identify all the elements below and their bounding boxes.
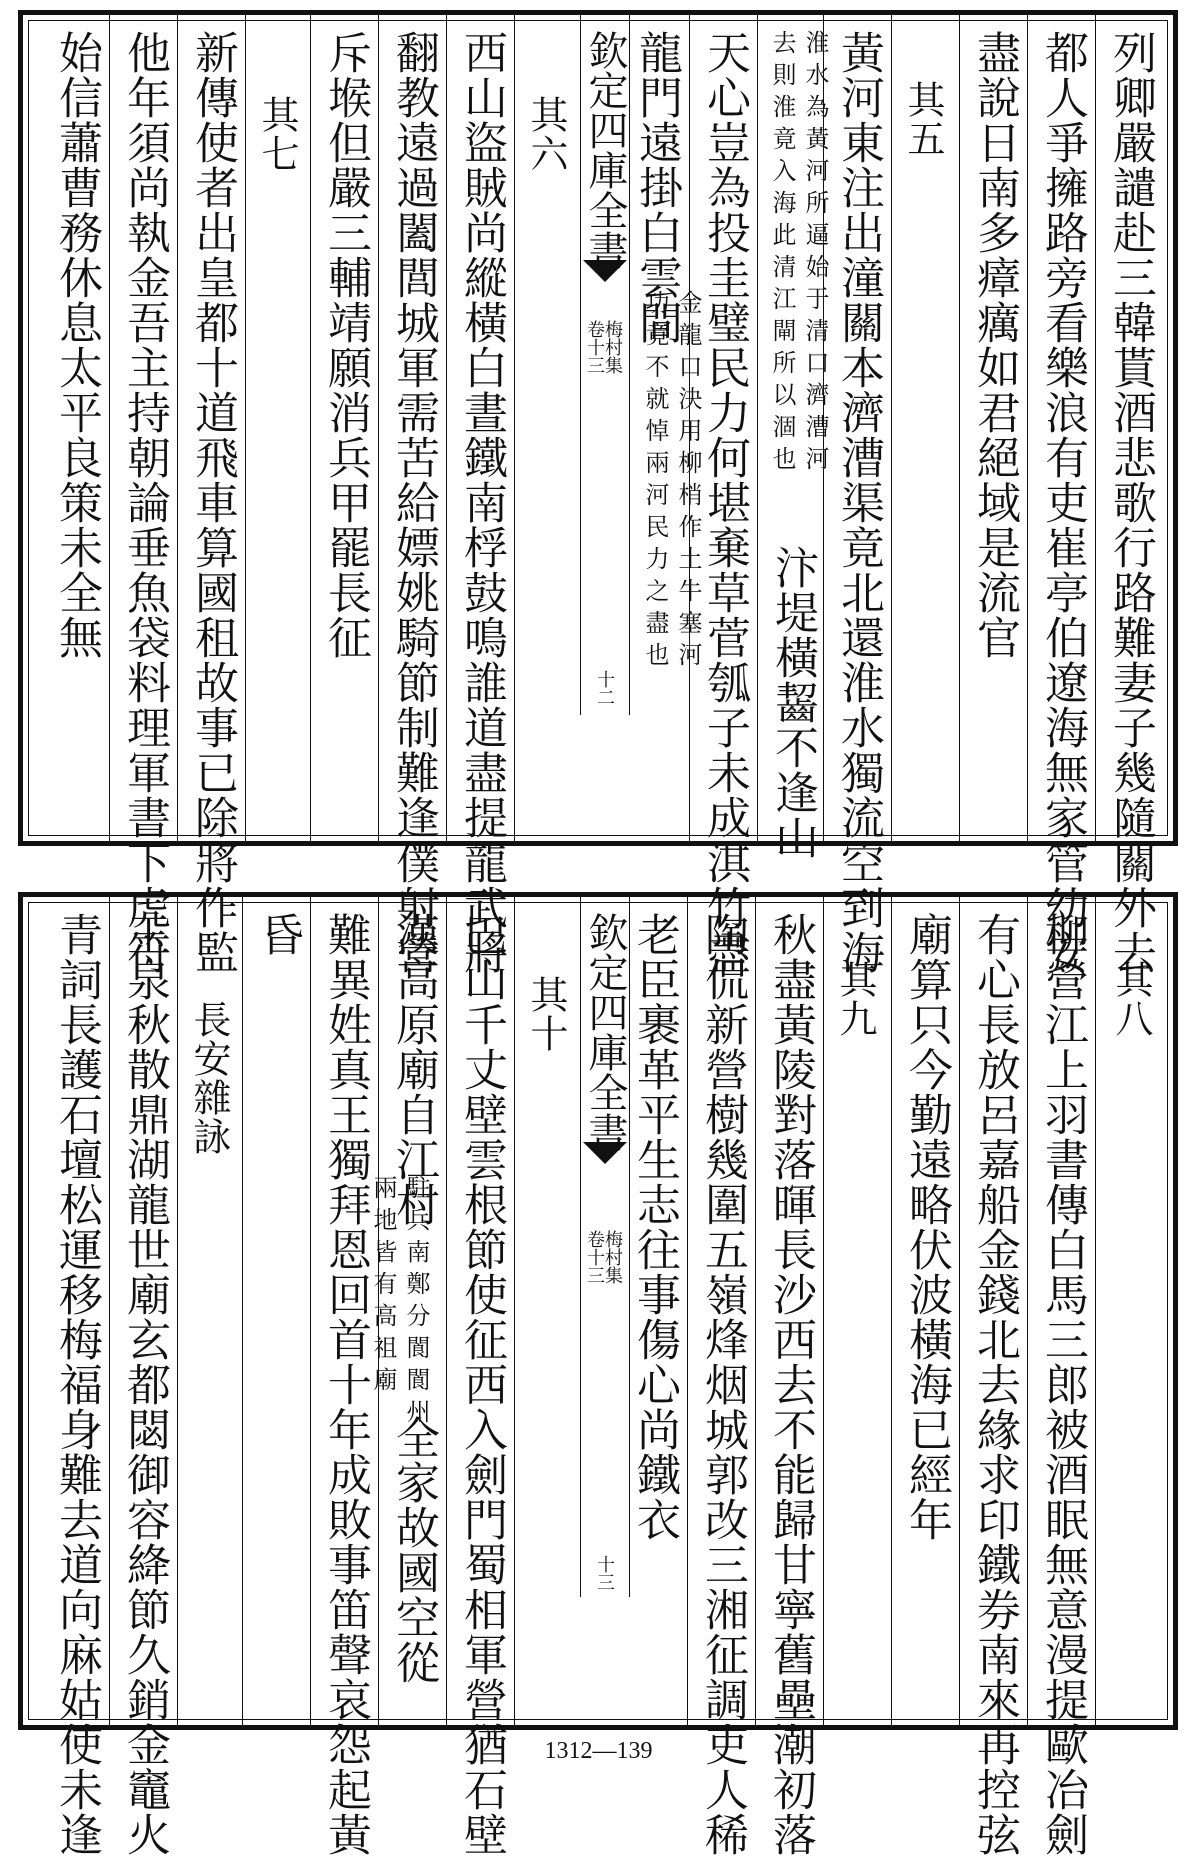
top-note-1b: 去則淮竟入海此清江閘所以涸也 bbox=[768, 30, 796, 478]
bottom-col-15: 玉泉秋散鼎湖龍世廟玄都閟御容絳節久銷金竈火 bbox=[119, 912, 170, 1857]
top-col-9: 西山盜賊尚縱橫白晝鐵南桴鼓鳴誰道盡提龍武將 bbox=[456, 30, 507, 975]
bottom-divider-6 bbox=[755, 897, 756, 1725]
bottom-divider-12 bbox=[242, 897, 243, 1725]
top-book-title: 欽定四庫全書 bbox=[582, 30, 628, 270]
top-col-3: 盡說日南多瘴癘如君絕域是流官 bbox=[969, 30, 1020, 660]
top-divider-8 bbox=[514, 15, 515, 841]
bottom-divider-14 bbox=[109, 897, 110, 1725]
bottom-col-6: 秋盡黃陵對落暉長沙西去不能歸甘寧舊壘潮初落 bbox=[765, 912, 816, 1857]
top-col-2: 都人爭擁路旁看樂浪有吏崔亭伯遼海無家管幼安 bbox=[1037, 30, 1088, 975]
top-divider-10 bbox=[378, 15, 379, 841]
bottom-heading-qi10: 其十 bbox=[524, 975, 568, 1053]
bottom-book-title: 欽定四庫全書 bbox=[582, 912, 628, 1152]
bottom-divider-3 bbox=[959, 897, 960, 1725]
footer-page-ref: 1312—139 bbox=[544, 1738, 653, 1764]
top-divider-3 bbox=[959, 15, 960, 841]
bottom-divider-7 bbox=[687, 897, 688, 1725]
top-divider-6 bbox=[757, 15, 758, 841]
bottom-heading-changan: 長安雜詠 bbox=[187, 1000, 231, 1156]
top-col-7: 龍門遠掛白雲間 bbox=[631, 30, 682, 345]
bottom-divider-1 bbox=[1095, 897, 1096, 1725]
bottom-divider-9 bbox=[446, 897, 447, 1725]
top-col-11: 斥堠但嚴三輔靖願消兵甲罷長征 bbox=[320, 30, 371, 660]
bottom-col-16: 青詞長護石壇松運移梅福身難去道向麻姑使未逢 bbox=[51, 912, 102, 1857]
bottom-heading-qi9: 其九 bbox=[833, 960, 877, 1038]
top-fishtail-mark bbox=[583, 260, 627, 282]
bottom-col-3: 有心長放呂嘉船金錢北去緣求印鐵券南來再控弦 bbox=[969, 912, 1020, 1857]
top-divider-2 bbox=[1027, 15, 1028, 841]
top-heading-qi7: 其七 bbox=[255, 95, 299, 173]
bottom-col-13: 昏 bbox=[252, 912, 303, 957]
top-col-13: 新傳使者出皇都十道飛車算國租故事已除將作監 bbox=[187, 30, 238, 975]
top-divider-13 bbox=[177, 15, 178, 841]
top-divider-4 bbox=[891, 15, 892, 841]
top-page-number: 十二 bbox=[594, 670, 615, 706]
bottom-col-8: 老臣裹革平生志往事傷心尚鐵衣 bbox=[629, 912, 680, 1542]
bottom-col-2: 柳營江上羽書傳白馬三郎被酒眠無意漫提歐冶劍 bbox=[1037, 912, 1088, 1857]
bottom-col-11b: 全家故國空從 bbox=[388, 1415, 439, 1685]
bottom-divider-4 bbox=[891, 897, 892, 1725]
top-divider-11 bbox=[310, 15, 311, 841]
top-col-5: 黃河東注出潼關本濟漕渠竟北還淮水獨流空到海 bbox=[833, 30, 884, 975]
bottom-divider-13 bbox=[177, 897, 178, 1725]
bottom-col-4: 廟算只今勤遠略伏波橫海已經年 bbox=[901, 912, 952, 1542]
bottom-note-b: 兩地皆有高祖廟 bbox=[369, 1175, 397, 1399]
bottom-divider-11 bbox=[310, 897, 311, 1725]
top-col-1: 列卿嚴譴赴三韓貰酒悲歌行路難妻子幾隨關外去 bbox=[1105, 30, 1156, 975]
bottom-col-10: 巴山千丈壁雲根節使征西入劍門蜀相軍營猶石壁 bbox=[456, 912, 507, 1857]
bottom-col-12: 難異姓真王獨拜恩回首十年成敗事笛聲哀怨起黃 bbox=[320, 912, 371, 1857]
top-col-15: 始信蕭曹務休息太平良策未全無 bbox=[51, 30, 102, 660]
top-divider-14 bbox=[109, 15, 110, 841]
bottom-divider-5 bbox=[823, 897, 824, 1725]
top-volume: 卷十三 bbox=[584, 320, 605, 374]
top-collection: 梅村集 bbox=[602, 320, 623, 374]
top-note-1a: 淮水為黃河所逼始于清口濟漕河 bbox=[801, 30, 829, 478]
bottom-heading-qi8: 其八 bbox=[1109, 960, 1153, 1038]
top-note-2a: 金龍口決用柳梢作土牛塞河 bbox=[674, 290, 702, 674]
top-divider-9 bbox=[446, 15, 447, 841]
top-col-10: 翻教遠過闔閭城軍需苦給嫖姚騎節制難逢僕射營 bbox=[388, 30, 439, 975]
top-divider-7 bbox=[689, 15, 690, 841]
bottom-divider-10 bbox=[378, 897, 379, 1725]
bottom-volume: 卷十三 bbox=[584, 1230, 605, 1284]
bottom-divider-2 bbox=[1027, 897, 1028, 1725]
bottom-page-number: 十三 bbox=[594, 1555, 615, 1591]
bottom-note-a: 駐兵南鄭分閬閬州 bbox=[402, 1175, 430, 1431]
bottom-divider-8 bbox=[514, 897, 515, 1725]
top-divider-1 bbox=[1095, 15, 1096, 841]
bottom-fishtail-mark bbox=[583, 1142, 627, 1164]
top-col-5b: 汴堤橫齧不逢山 bbox=[767, 545, 818, 860]
bottom-col-11: 漢高原廟自江村 bbox=[388, 912, 439, 1227]
bottom-col-7: 陶侃新營樹幾圍五嶺烽烟城郭改三湘征調吏人稀 bbox=[697, 912, 748, 1857]
top-heading-qi6: 其六 bbox=[524, 95, 568, 173]
top-divider-12 bbox=[245, 15, 246, 841]
top-col-14: 他年須尚執金吾主持朝論垂魚袋料理軍書下虎符 bbox=[119, 30, 170, 975]
top-col-6: 天心豈為投圭璧民力何堪棄草菅瓠子未成淇竹盡 bbox=[699, 30, 750, 975]
top-note-2b: 功竟不就悼兩河民力之盡也 bbox=[641, 290, 669, 674]
bottom-collection: 梅村集 bbox=[602, 1230, 623, 1284]
top-heading-qi5: 其五 bbox=[901, 80, 945, 158]
top-divider-5 bbox=[823, 15, 824, 841]
